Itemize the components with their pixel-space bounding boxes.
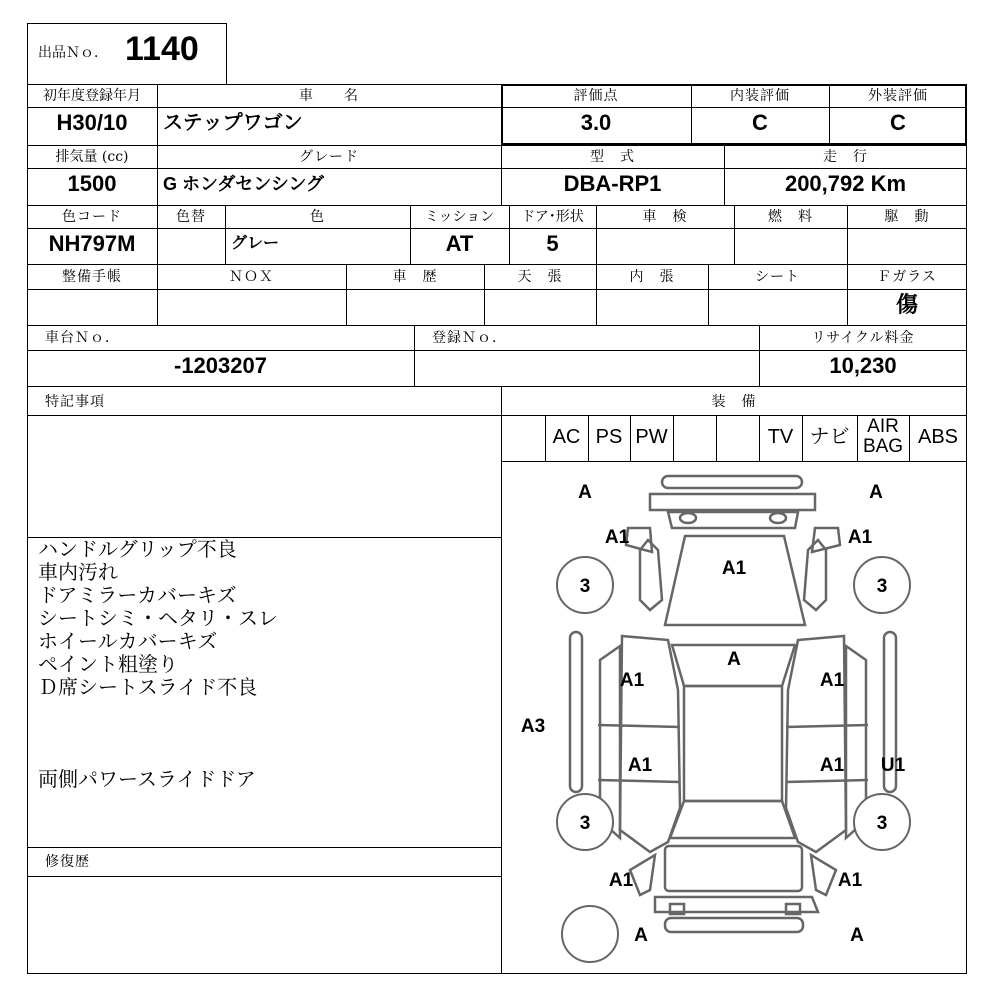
damage-mark: A1	[819, 755, 845, 776]
equip-ac: AC	[552, 426, 581, 448]
color-code-label: 色コード	[62, 209, 122, 225]
damage-mark: A3	[520, 716, 546, 737]
score-value: 3.0	[580, 110, 612, 135]
equip-ps: PS	[595, 426, 623, 448]
lot-box	[27, 23, 227, 85]
chassis-label: 車台Ｎｏ．	[45, 330, 120, 346]
mileage-value: 200,792 Km	[784, 171, 907, 196]
note-line: シートシミ・ヘタリ・スレ	[38, 606, 278, 630]
tire-front-right: 3	[876, 576, 888, 597]
score-label: 評価点	[573, 88, 619, 104]
drive-label: 駆 動	[884, 209, 930, 225]
transmission-value: AT	[445, 231, 474, 256]
color-code-value: NH797M	[48, 231, 136, 256]
damage-mark: U1	[880, 755, 906, 776]
note-line: ホイールカバーキズ	[38, 629, 218, 653]
damage-mark: A1	[721, 558, 747, 579]
damage-mark: A1	[627, 755, 653, 776]
lot-label: 出品Ｎｏ．	[38, 45, 108, 61]
note-extra: 両側パワースライドドア	[38, 767, 256, 791]
color-label: 色	[310, 209, 325, 225]
recycle-label: リサイクル料金	[811, 330, 915, 346]
grade-value: G ホンダセンシング	[163, 174, 325, 194]
model-value: DBA-RP1	[563, 171, 662, 196]
chassis-value: -1203207	[174, 353, 267, 378]
damage-mark: A1	[604, 527, 630, 548]
notes-label: 特記事項	[45, 394, 105, 410]
equipment-label: 装 備	[711, 394, 757, 410]
car-damage-diagram	[501, 461, 967, 974]
equip-abs: ABS	[917, 426, 959, 448]
displacement-value: 1500	[67, 171, 117, 196]
recycle-value: 10,230	[829, 353, 897, 378]
damage-mark: A1	[819, 670, 845, 691]
equip-navi: ナビ	[809, 426, 850, 448]
note-line: ハンドルグリップ不良	[38, 537, 237, 561]
inner-panel-label: 内 張	[629, 269, 675, 285]
tire-rear-left: 3	[579, 813, 591, 834]
reg-date-label: 初年度登録年月	[43, 88, 141, 104]
damage-mark: A	[850, 925, 864, 946]
history-label: 車 歴	[392, 269, 438, 285]
damage-mark: A1	[619, 670, 645, 691]
tire-rear-right: 3	[876, 813, 888, 834]
transmission-label: ミッション	[424, 209, 495, 225]
damage-mark: A1	[608, 870, 634, 891]
reg-date-value: H30/10	[56, 110, 128, 135]
service-book-label: 整備手帳	[62, 269, 122, 285]
tire-front-left: 3	[579, 576, 591, 597]
nox-label: ＮＯＸ	[229, 269, 274, 285]
exterior-label: 外装評価	[868, 88, 928, 104]
damage-mark: A1	[837, 870, 863, 891]
seat-label: シート	[755, 269, 800, 285]
note-line: ドアミラーカバーキズ	[38, 583, 237, 607]
interior-label: 内装評価	[730, 88, 790, 104]
mileage-label: 走 行	[823, 149, 868, 165]
exterior-value: C	[890, 110, 906, 135]
reg-number-label: 登録Ｎｏ．	[432, 330, 507, 346]
front-glass-value: 傷	[895, 292, 918, 318]
car-name-label: 車 名	[299, 88, 359, 104]
interior-value: C	[752, 110, 768, 135]
equip-pw: PW	[635, 426, 668, 448]
lot-number: 1140	[125, 30, 199, 68]
roof-label: 天 張	[517, 269, 563, 285]
model-label: 型 式	[590, 149, 635, 165]
door-label: ドア･形状	[521, 209, 584, 225]
grade-label: グレード	[299, 149, 359, 165]
note-line: Ｄ席シートスライド不良	[38, 675, 258, 699]
equip-airbag: AIR BAG	[862, 416, 904, 457]
note-line: ペイント粗塗り	[38, 652, 178, 676]
damage-mark: A	[727, 649, 741, 670]
displacement-label: 排気量 (cc)	[55, 149, 129, 165]
color-value: グレー	[231, 235, 280, 252]
inspection-label: 車 検	[642, 209, 688, 225]
note-line: 車内汚れ	[38, 560, 118, 584]
damage-mark: A	[578, 482, 592, 503]
equip-tv: TV	[767, 426, 794, 448]
repair-history-label: 修復歴	[45, 854, 90, 870]
repaint-label: 色替	[176, 209, 206, 225]
damage-mark: A1	[847, 527, 873, 548]
damage-mark: A	[634, 925, 648, 946]
fuel-label: 燃 料	[768, 209, 813, 225]
front-glass-label: Ｆガラス	[877, 269, 937, 285]
door-value: 5	[546, 231, 559, 256]
damage-mark: A	[869, 482, 883, 503]
car-name-value: ステップワゴン	[163, 112, 303, 134]
